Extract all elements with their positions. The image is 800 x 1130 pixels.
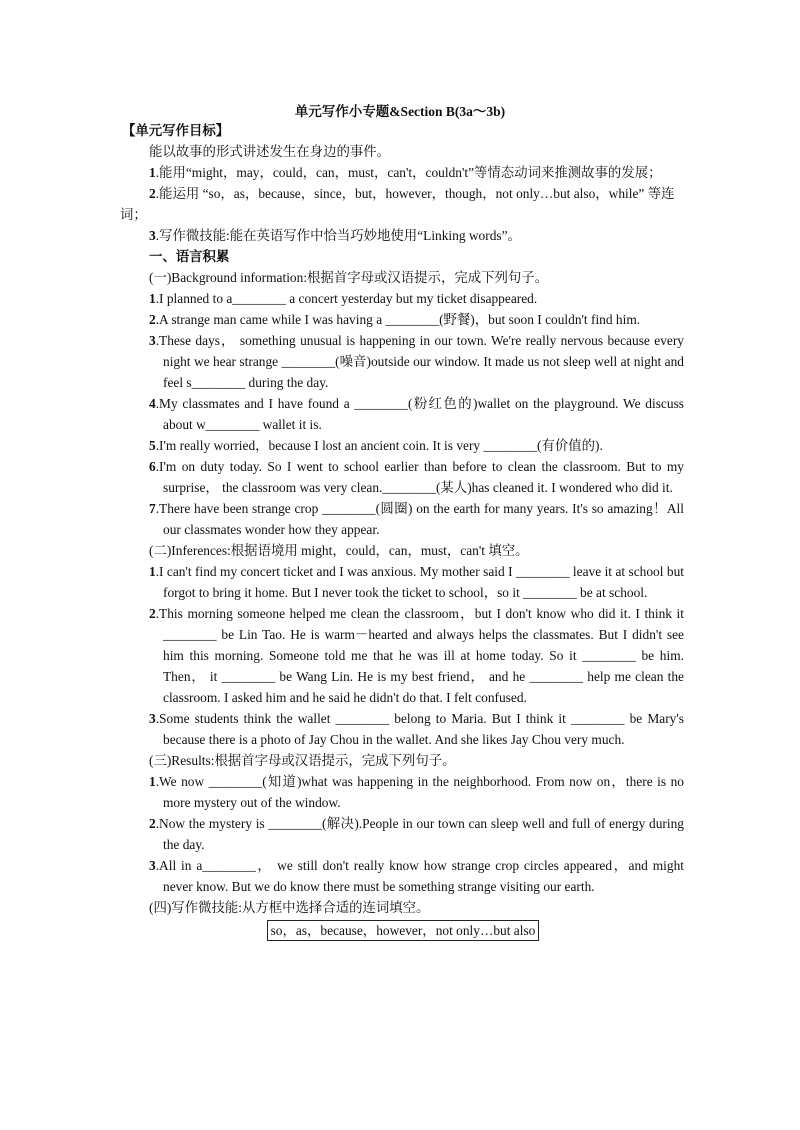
exercise-item	[122, 855, 684, 897]
item-number: 3	[149, 711, 156, 726]
goal-item	[122, 183, 684, 204]
item-text: .能运用 “so，as，because，since，but，however，though，not only…but also，while” 等连	[155, 186, 675, 201]
part1-list	[122, 288, 684, 540]
item-number: 2	[149, 186, 156, 201]
item-number: 3	[149, 228, 156, 243]
word-box: so，as，because，however，not only…but also	[267, 920, 540, 941]
part2-heading: (二)Inferences:根据语境用 might，could，can，must，can't 填空。	[149, 543, 529, 558]
goal-heading: 【单元写作目标】	[122, 123, 230, 138]
item-number: 3	[149, 333, 156, 348]
item-text: .I'm on duty today. So I went to school earlier than before to clean the classroom. But to my surprise， the classroom was very clean.________(某人)has cleaned it. I wondered who did it.	[155, 459, 684, 495]
item-text: .Now the mystery is ________(解决).People in our town can sleep well and full of energy during the day.	[155, 816, 684, 852]
part4-heading: (四)写作微技能:从方框中选择合适的连词填空。	[149, 900, 430, 915]
word-box-wrap	[122, 920, 684, 941]
exercise-item	[122, 330, 684, 393]
section-heading: 一、语言积累	[149, 249, 230, 264]
exercise-item	[122, 813, 684, 855]
page-title: 单元写作小专题&Section B(3a～3b)	[294, 104, 506, 119]
exercise-item	[122, 393, 684, 435]
item-number: 4	[149, 396, 156, 411]
exercise-item	[122, 288, 684, 309]
item-text: .There have been strange crop ________(圆圈) on the earth for many years. It's so amazing！All our classmates wonder how they appear.	[155, 501, 684, 537]
item-number: 1	[149, 774, 156, 789]
exercise-item	[122, 309, 684, 330]
item-text: .写作微技能:能在英语写作中恰当巧妙地使用“Linking words”。	[155, 228, 521, 243]
item-number: 2	[149, 312, 156, 327]
item-number: 1	[149, 564, 156, 579]
item-number: 6	[149, 459, 156, 474]
item-number: 2	[149, 816, 156, 831]
exercise-item	[122, 498, 684, 540]
item-number: 5	[149, 438, 156, 453]
item-text: .My classmates and I have found a ________(粉红色的)wallet on the playground. We discuss about w________ wallet it is.	[155, 396, 684, 432]
item-text: .I can't find my concert ticket and I was anxious. My mother said I ________ leave it at school but forgot to bring it home. But I never took the ticket to school，so it ________ be at school.	[155, 564, 684, 600]
item-text: .Some students think the wallet ________ belong to Maria. But I think it ________ be Mary's because there is a photo of Jay Chou in the wallet. And she likes Jay Chou very much.	[155, 711, 684, 747]
part3-list	[122, 771, 684, 897]
item-text: .We now ________(知道)what was happening in the neighborhood. From now on，there is no more mystery out of the window.	[155, 774, 684, 810]
item-text: .I planned to a________ a concert yesterday but my ticket disappeared.	[155, 291, 538, 306]
part2-list	[122, 561, 684, 750]
item-text: 词；	[120, 207, 147, 222]
item-number: 7	[149, 501, 156, 516]
item-text: .能用“might，may，could，can，must，can't，couldn't”等情态动词来推测故事的发展；	[155, 165, 662, 180]
goal-item	[122, 162, 684, 183]
exercise-item	[122, 771, 684, 813]
item-text: .These days， something unusual is happening in our town. We're really nervous because every night we hear strange ________(噪音)outside our window. It made us not sleep well at night and feel s________ during the day.	[155, 333, 684, 390]
item-number: 1	[149, 291, 156, 306]
part3-heading: (三)Results:根据首字母或汉语提示，完成下列句子。	[149, 753, 456, 768]
part1-heading: (一)Background information:根据首字母或汉语提示，完成下列句子。	[149, 270, 549, 285]
exercise-item	[122, 708, 684, 750]
goal-intro: 能以故事的形式讲述发生在身边的事件。	[149, 144, 391, 159]
exercise-item	[122, 456, 684, 498]
item-number: 2	[149, 606, 156, 621]
item-text: .All in a________， we still don't really know how strange crop circles appeared，and might never know. But we do know there must be something strange visiting our earth.	[155, 858, 684, 894]
goal-item	[120, 204, 684, 225]
goal-item	[122, 225, 684, 246]
exercise-item	[122, 561, 684, 603]
worksheet-content	[122, 120, 684, 941]
item-number: 3	[149, 858, 156, 873]
item-text: .I'm really worried，because I lost an ancient coin. It is very ________(有价值的).	[155, 438, 603, 453]
exercise-item	[122, 603, 684, 708]
exercise-item	[122, 435, 684, 456]
item-text: .This morning someone helped me clean the classroom，but I don't know who did it. I think it ________ be Lin Tao. He is warm－hearted and always helps the classmates. But I didn't see him this morning. Someone told me that he was ill at home today. So it ________ be him. Then， it ________ be Wang Lin. He is my best friend， and he ________ help me clean the classroom. I asked him and he said he didn't do that. I felt confused.	[155, 606, 684, 705]
item-number: 1	[149, 165, 156, 180]
item-text: .A strange man came while I was having a ________(野餐)，but soon I couldn't find him.	[155, 312, 641, 327]
goal-list	[122, 162, 684, 246]
